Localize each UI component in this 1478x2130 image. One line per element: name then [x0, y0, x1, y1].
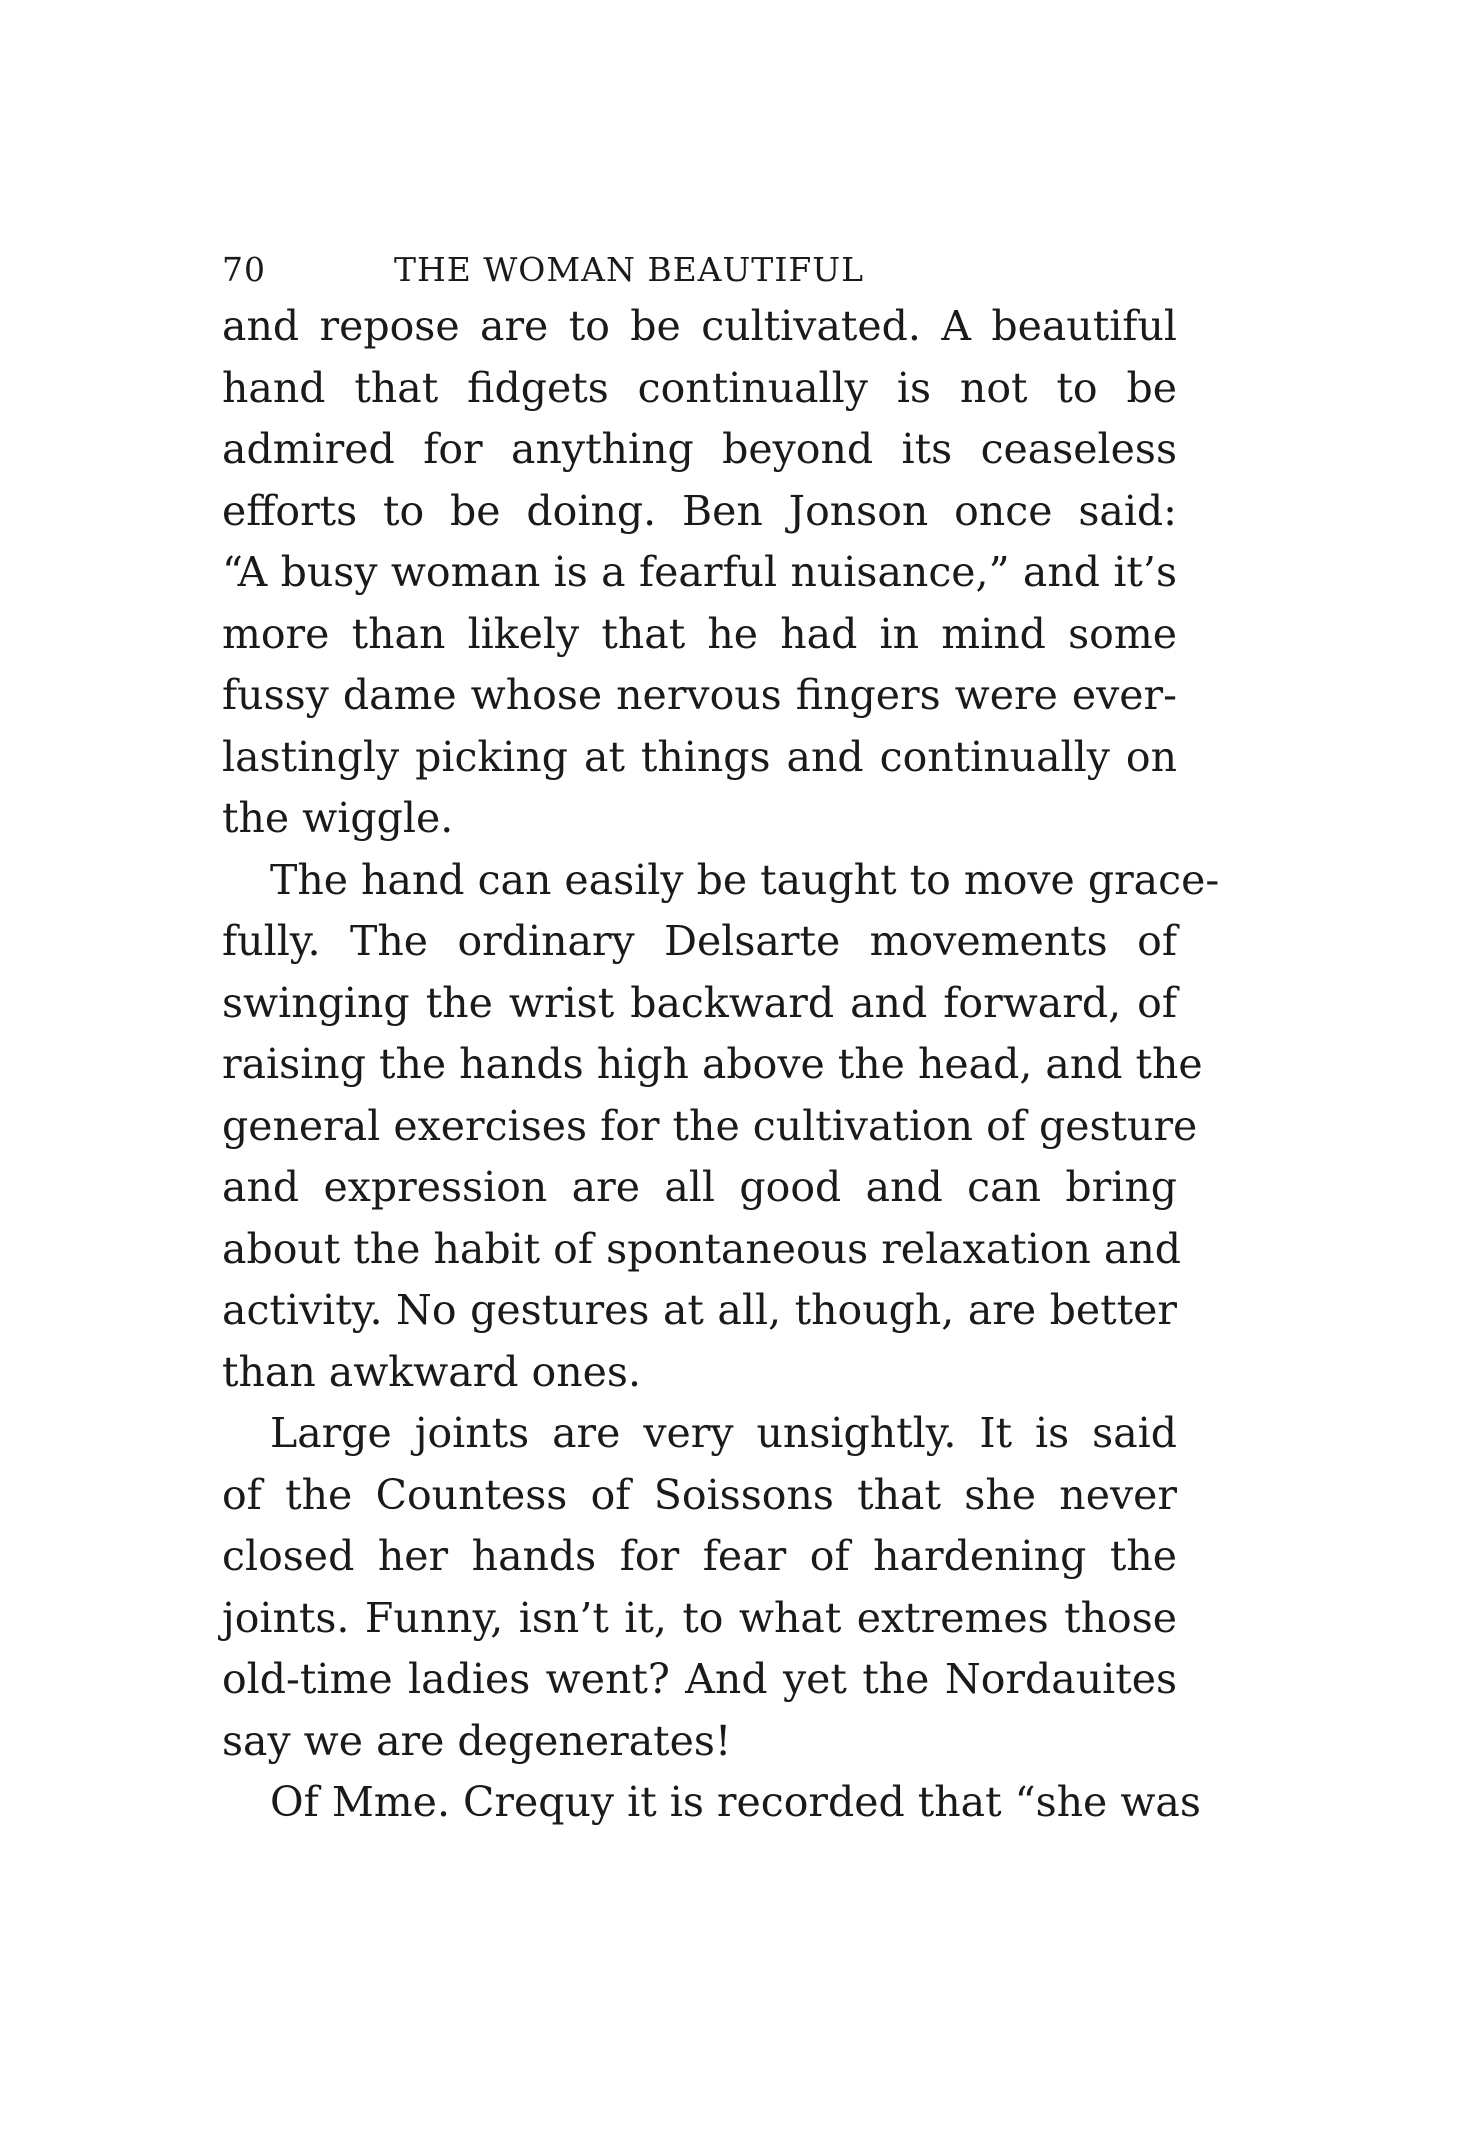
text-line: old-time ladies went? And yet the Nordauites	[222, 1655, 1177, 1703]
text-line: than awkward ones.	[222, 1347, 641, 1396]
text-line: Large joints are very unsightly. It is said	[270, 1409, 1177, 1457]
text-line: raising the hands high above the head, and the	[222, 1040, 1203, 1088]
paragraph	[222, 296, 1177, 850]
text-line: general exercises for the cultivation of gesture	[222, 1101, 1198, 1150]
running-title: THE WOMAN BEAUTIFUL	[394, 250, 864, 289]
text-line: say we are degenerates!	[222, 1716, 732, 1765]
text-line: The hand can easily be taught to move grace-	[270, 855, 1220, 904]
text-line: lastingly picking at things and continually on	[222, 732, 1177, 781]
text-line: Of Mme. Crequy it is recorded that “she was	[270, 1778, 1201, 1826]
text-line: fully. The ordinary Delsarte movements of	[222, 917, 1177, 965]
text-line: fussy dame whose nervous fingers were ever-	[222, 671, 1177, 719]
text-line: joints. Funny, isn’t it, to what extremes those	[222, 1593, 1177, 1642]
text-line: of the Countess of Soissons that she never	[222, 1470, 1177, 1519]
text-line: swinging the wrist backward and forward, of	[222, 978, 1177, 1027]
body-text	[222, 296, 1220, 1834]
text-line: the wiggle.	[222, 794, 454, 842]
text-line: “A busy woman is a fearful nuisance,” and it’s	[222, 548, 1177, 596]
text-line: hand that fidgets continually is not to be	[222, 363, 1177, 412]
text-line: about the habit of spontaneous relaxation and	[222, 1224, 1181, 1273]
text-line: and expression are all good and can bring	[222, 1163, 1177, 1211]
text-line: and repose are to be cultivated. A beautiful	[222, 302, 1177, 350]
paragraph	[222, 850, 1220, 1404]
text-line: admired for anything beyond its ceaseless	[222, 425, 1177, 473]
page-number: 70	[222, 250, 266, 289]
text-line: more than likely that he had in mind some	[222, 609, 1177, 658]
paragraph	[222, 1772, 1201, 1834]
paragraph	[222, 1403, 1177, 1772]
running-head	[222, 245, 982, 295]
text-line: efforts to be doing. Ben Jonson once said:	[222, 486, 1177, 535]
text-line: activity. No gestures at all, though, are better	[222, 1286, 1177, 1334]
text-line: closed her hands for fear of hardening the	[222, 1532, 1177, 1580]
